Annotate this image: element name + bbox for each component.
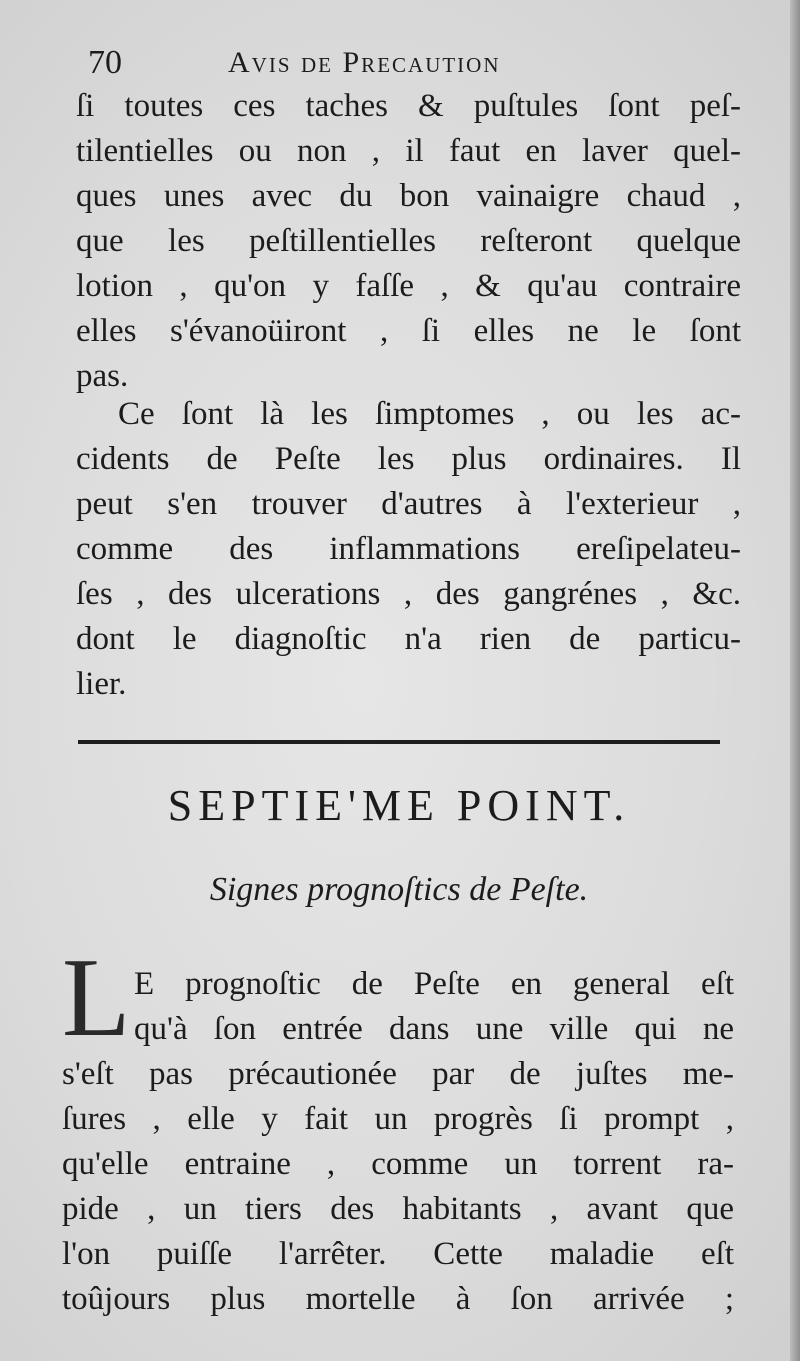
page-edge [790,0,800,1361]
text-line: l'on puiſſe l'arrêter. Cette maladie eſt [62,1236,734,1272]
text-line: qu'elle entraine , comme un torrent ra- [62,1146,734,1182]
text-line: tilentielles ou non , il faut en laver quel- [76,133,741,169]
paragraph-3-first-line [134,962,734,1007]
text-line: E prognoſtic de Peſte en general eſt [134,966,734,1002]
text-line: s'eſt pas précautionée par de juſtes me- [62,1056,734,1092]
text-line: lotion , qu'on y faſſe , & qu'au contraire [76,268,741,304]
paragraph-3 [62,1052,734,1322]
text-line: ſures , elle y fait un progrès ſi prompt , [62,1101,734,1137]
text-line: lier. [76,666,127,702]
running-head-title: Avis de Precaution [228,46,501,79]
text-line: ſes , des ulcerations , des gangrénes , &c. [76,576,741,612]
paragraph-1 [76,84,741,399]
paragraph-3-second-line [134,1007,734,1052]
text-line: dont le diagnoſtic n'a rien de particu- [76,621,741,657]
text-line: peut s'en trouver d'autres à l'exterieur , [76,486,741,522]
section-subtitle: Signes prognoſtics de Peſte. [209,871,589,908]
section-title: SEPTIE'ME POINT. [167,781,631,830]
text-line: pide , un tiers des habitants , avant que [62,1191,734,1227]
section-divider [78,740,720,744]
page-number: 70 [88,44,122,81]
text-line: cidents de Peſte les plus ordinaires. Il [76,441,741,477]
text-line: elles s'évanoüiront , ſi elles ne le ſont [76,313,741,349]
text-line: ques unes avec du bon vainaigre chaud , [76,178,741,214]
text-line: toûjours plus mortelle à ſon arrivée ; [62,1281,734,1317]
paragraph-2 [76,392,741,707]
text-line: ſi toutes ces taches & puſtules ſont peſ- [76,88,741,124]
text-line: pas. [76,358,129,394]
running-head [88,44,748,88]
drop-cap: L [62,936,131,1060]
text-line: Ce ſont là les ſimptomes , ou les ac- [118,396,741,432]
text-line: comme des inflammations ereſipelateu- [76,531,741,567]
text-line: que les peſtillentielles reſteront quelque [76,223,741,259]
text-line: qu'à ſon entrée dans une ville qui ne [134,1011,734,1047]
